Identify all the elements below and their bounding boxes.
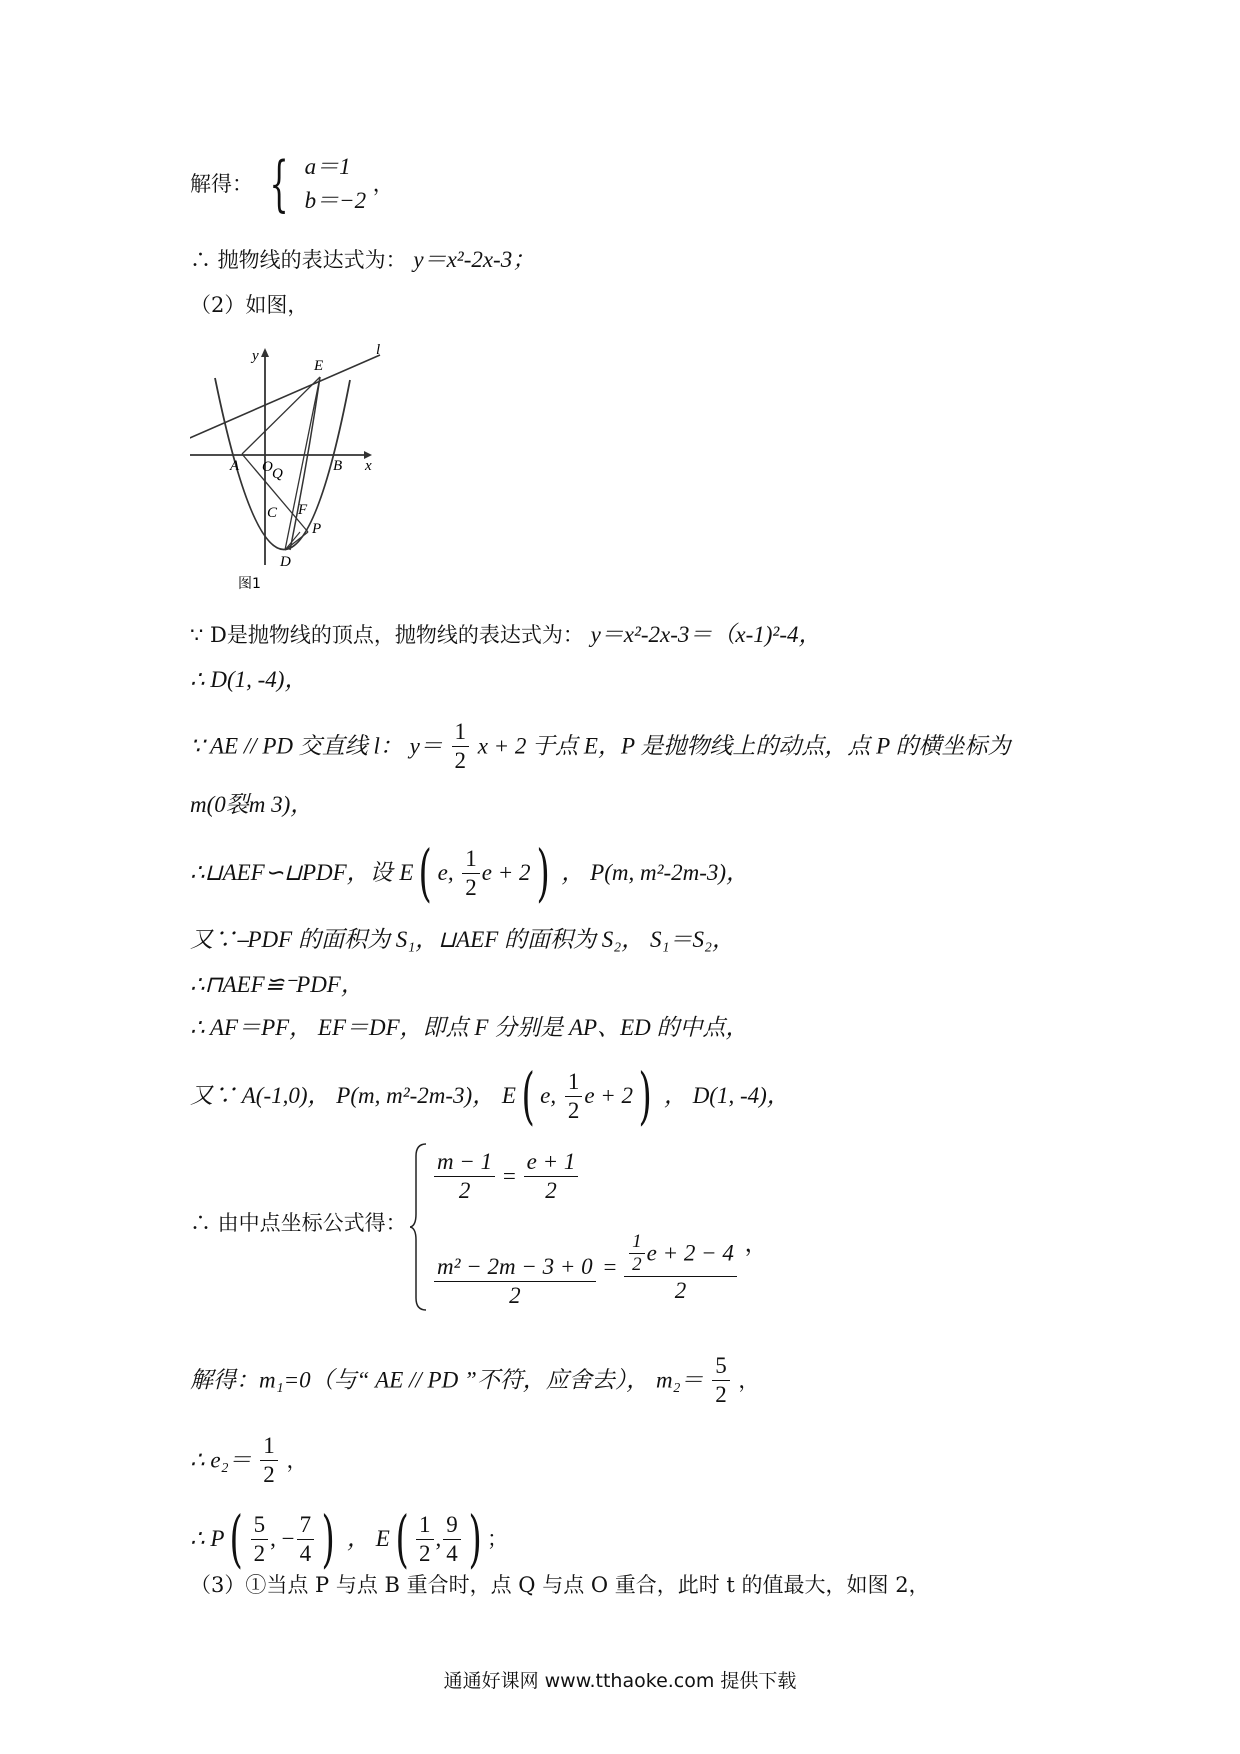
numerator: 1 (452, 718, 470, 747)
parabola-expression-line (190, 245, 535, 275)
text: ∴ 抛物线的表达式为： (190, 248, 407, 272)
segment-ae (242, 377, 320, 454)
comma: ， (738, 1368, 760, 1393)
point-p: ∴ P (190, 1526, 225, 1551)
label-o: O (262, 459, 273, 475)
right-paren: ) (535, 836, 550, 909)
fraction-half (260, 1432, 278, 1489)
numerator: 5 (712, 1352, 730, 1381)
text-b: m₂＝ (655, 1367, 704, 1393)
left-paren: ( (521, 1059, 535, 1132)
numerator: m − 1 (434, 1148, 495, 1177)
left-paren: ( (395, 1502, 409, 1575)
frac-e (524, 1148, 579, 1205)
d-coordinates (190, 665, 307, 695)
frac-9-4 (443, 1511, 461, 1568)
m-range (190, 790, 313, 820)
y-axis-arrow-icon (261, 348, 269, 357)
fraction-half (565, 1068, 583, 1125)
eq-b: b＝−2 (304, 188, 367, 213)
midpoint-line (190, 1013, 748, 1043)
left-brace: { (269, 149, 289, 219)
label-b: B (333, 458, 343, 474)
points-line (190, 1059, 790, 1132)
denominator: 2 (419, 1540, 431, 1566)
fraction-five-halves (712, 1352, 730, 1409)
text-a: ∴⊔AEF∽⊔PDF，设 (190, 860, 393, 885)
separator: , − (270, 1526, 295, 1551)
denominator: 2 (458, 1178, 471, 1203)
denominator: 2 (465, 874, 477, 900)
ab-system (305, 150, 367, 218)
numerator: m² − 2m − 3 + 0 (434, 1253, 596, 1282)
formula: y＝x²-2x-3＝（x-1)²-4， (590, 622, 822, 647)
text: m(0裂m 3)， (190, 792, 314, 817)
coord-y: e + 2 (481, 860, 531, 885)
label-y: y (252, 348, 259, 364)
frac-m (434, 1148, 495, 1205)
frac-5-2 (251, 1511, 269, 1568)
coord-e: e, (437, 860, 454, 885)
frac-m2 (434, 1253, 596, 1310)
inner-half (629, 1231, 645, 1276)
denominator: 2 (567, 1097, 580, 1123)
text-e: ， D(1, -4)， (663, 1083, 790, 1108)
label-a: A (230, 458, 240, 474)
text: ∴ 由中点坐标公式得： (190, 1211, 407, 1235)
numerator: 9 (443, 1511, 461, 1540)
left-paren: ( (229, 1502, 244, 1575)
numerator: 7 (297, 1511, 315, 1540)
point-e: E (399, 860, 414, 885)
inner-numerator: 1 (629, 1231, 645, 1254)
label-c: C (267, 505, 278, 521)
text-c: x + 2 于点 E，P 是抛物线上的动点，点 P 的横坐标为 (477, 733, 1011, 759)
congruent-line (190, 970, 364, 1000)
fraction-half (462, 845, 480, 902)
fraction-half (452, 718, 470, 775)
numerator: 1 (416, 1511, 434, 1540)
point-e: E (501, 1083, 516, 1108)
point-e: ， E (347, 1526, 390, 1551)
numerator: e + 1 (524, 1148, 579, 1177)
text-a: ∴ e₂＝ (190, 1447, 252, 1473)
semicolon: ； (486, 1527, 508, 1551)
text: ∴ AF＝PF， EF＝DF，即点 F 分别是 AP、ED 的中点， (190, 1015, 749, 1040)
numerator (624, 1231, 737, 1277)
right-paren: ) (468, 1502, 482, 1575)
equals: = (603, 1254, 617, 1280)
text: ∵ D是抛物线的顶点，抛物线的表达式为： (190, 623, 584, 647)
numerator-rest: e + 2 − 4 (646, 1240, 734, 1265)
equals: = (502, 1163, 516, 1189)
denominator: 2 (674, 1277, 687, 1303)
label-q: Q (272, 466, 283, 482)
solution-ab (190, 150, 394, 218)
numerator: 5 (251, 1511, 269, 1540)
frac-e2 (624, 1231, 737, 1305)
ae-parallel-line (190, 718, 1010, 775)
comma: ， (744, 1231, 768, 1256)
pe-coordinates-line (190, 1502, 508, 1575)
right-paren: ) (321, 1502, 335, 1575)
label-x: x (365, 458, 372, 474)
text: （2）如图， (190, 293, 309, 317)
text-e: ， P(m, m²-2m-3)， (561, 860, 750, 885)
denominator: 4 (299, 1540, 312, 1566)
label-d: D (280, 554, 291, 570)
e-solution-line (190, 1432, 307, 1489)
text-a: 解得：m₁=0（与“ AE // PD ”不符，应舍去）， (190, 1367, 650, 1393)
label-f: F (298, 502, 308, 518)
coord-y: e + 2 (584, 1083, 634, 1108)
footer: 通通好课网 www.tthaoke.com 提供下载 (443, 1670, 797, 1692)
right-paren: ) (638, 1059, 652, 1132)
frac-1-2 (416, 1511, 434, 1568)
solve-prefix: 解得： (190, 172, 253, 196)
text-a: 又∵ A(-1,0)， P(m, m²-2m-3)， (190, 1083, 496, 1108)
area-line (190, 925, 735, 955)
denominator: 2 (545, 1178, 557, 1203)
denominator: 2 (454, 748, 466, 773)
denominator: 2 (263, 1462, 275, 1487)
system-row-2 (432, 1225, 768, 1310)
denominator: 2 (509, 1283, 521, 1308)
denominator: 2 (715, 1382, 727, 1407)
label-p: P (312, 521, 322, 537)
text: ∴ D(1, -4)， (190, 667, 308, 692)
part3-line (190, 1570, 930, 1600)
left-paren: ( (418, 836, 433, 909)
inner-denominator: 2 (632, 1253, 642, 1275)
figure-caption: 图1 (238, 576, 261, 590)
text: （3）①当点 P 与点 B 重合时，点 Q 与点 O 重合，此时 t 的值最大，如图 2， (190, 1573, 930, 1597)
label-e: E (314, 358, 324, 374)
frac-7-4 (297, 1511, 315, 1568)
numerator: 1 (260, 1432, 278, 1461)
denominator: 2 (253, 1540, 266, 1566)
m-solution-line (190, 1352, 759, 1409)
label-l: l (376, 342, 381, 358)
comma: ， (286, 1448, 308, 1473)
numerator: 1 (565, 1068, 583, 1097)
midpoint-formula-label (190, 1208, 407, 1238)
similar-triangles-line (190, 836, 750, 909)
part2-heading (190, 290, 308, 320)
numerator: 1 (462, 845, 480, 874)
text: ∴⊓AEF≌⁻PDF， (190, 972, 364, 997)
text-a: ∵ AE // PD 交直线 l： (190, 733, 403, 759)
vertex-line (190, 620, 821, 650)
separator: , (435, 1526, 442, 1551)
eq-a: a＝1 (304, 154, 351, 179)
system-row-1 (432, 1148, 580, 1205)
figure-1 (190, 340, 400, 590)
denominator: 4 (446, 1540, 458, 1566)
coord-e: e, (540, 1083, 557, 1108)
system-brace-icon (410, 1142, 430, 1312)
formula: y＝x²-2x-3； (413, 247, 536, 272)
text: 又∵⎯PDF 的面积为 S₁，⊔AEF 的面积为 S₂， S₁＝S₂， (190, 927, 736, 952)
text-b: y＝ (409, 733, 443, 759)
comma: ， (372, 172, 394, 196)
